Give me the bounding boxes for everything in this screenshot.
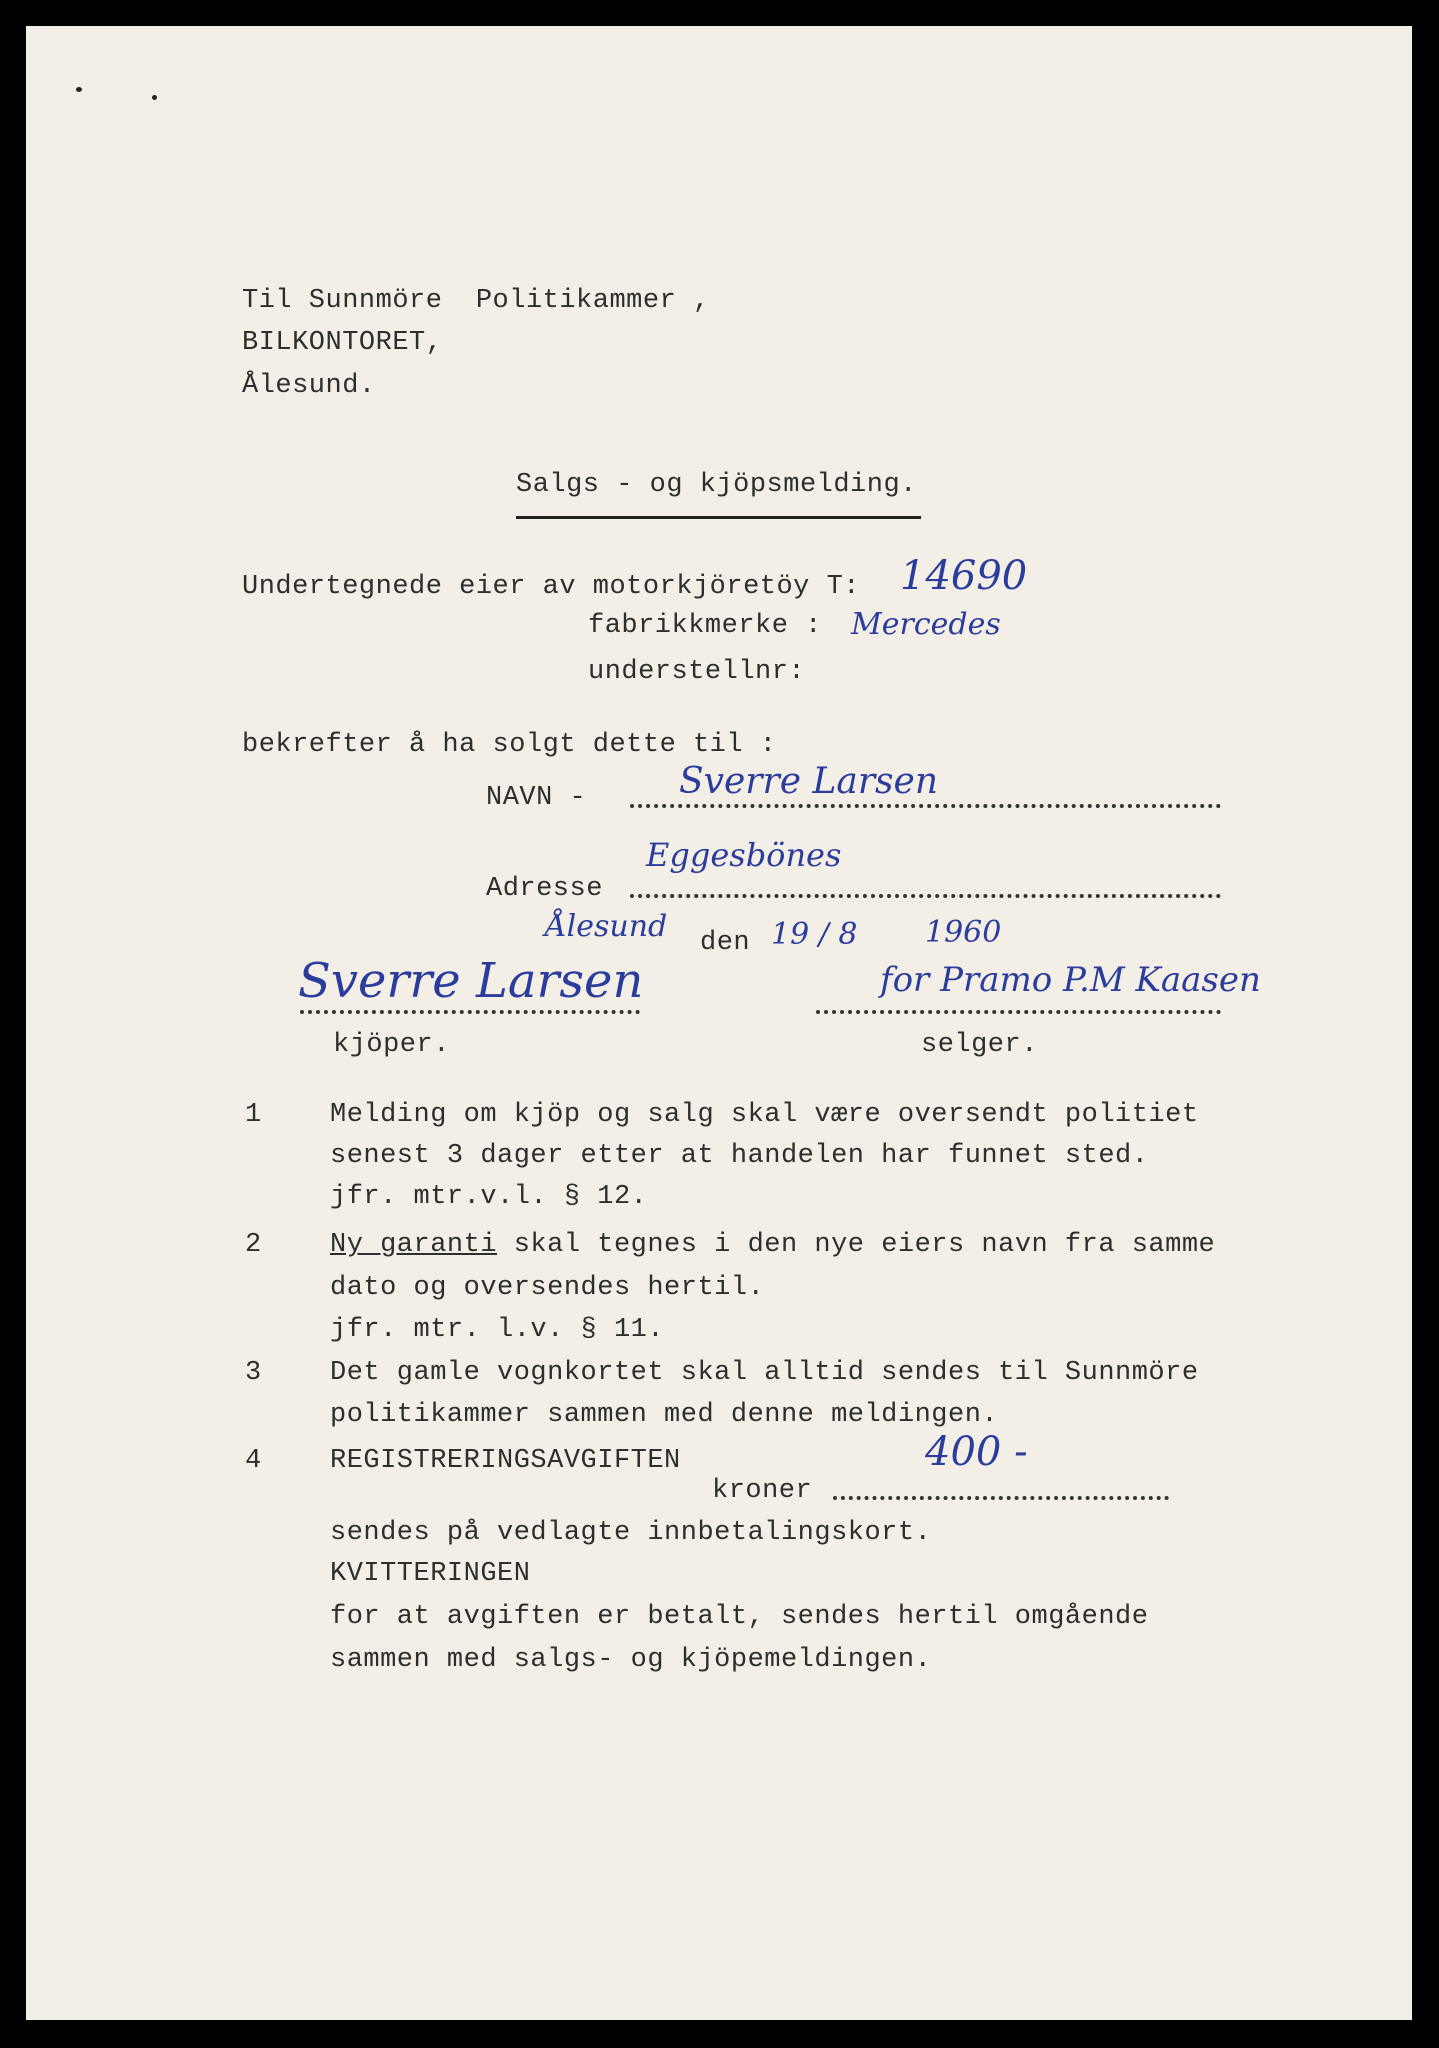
buyer-name: Sverre Larsen <box>679 761 939 802</box>
item-1-line-3: jfr. mtr.v.l. § 12. <box>330 1182 648 1212</box>
item-3-line-1: Det gamle vognkortet skal alltid sendes til Sunnmöre <box>330 1358 1199 1388</box>
ink-speck <box>152 95 157 100</box>
address-line-1: Til Sunnmöre Politikammer , <box>242 286 710 316</box>
seller-signature-line <box>816 1010 1221 1014</box>
den-label: den <box>700 928 751 958</box>
item-number: 1 <box>245 1100 262 1130</box>
item-2-line-3: jfr. mtr. l.v. § 11. <box>330 1315 665 1345</box>
seller-label: selger. <box>921 1030 1038 1060</box>
buyer-signature: Sverre Larsen <box>298 953 644 1009</box>
closing-line-4: sammen med salgs- og kjöpemeldingen. <box>330 1645 932 1675</box>
buyer-label: kjöper. <box>333 1030 450 1060</box>
document-title: Salgs - og kjöpsmelding. <box>516 470 917 500</box>
closing-line-2: KVITTERINGEN <box>330 1559 531 1589</box>
kroner-dotted-line <box>833 1496 1169 1500</box>
date-year: 1960 <box>925 915 1002 950</box>
name-dotted-line <box>630 804 1221 808</box>
kroner-label: kroner <box>712 1476 813 1506</box>
item-2-line-1-rest: skal tegnes i den nye eiers navn fra samme <box>497 1230 1216 1260</box>
seller-signature: for Pramo P.M Kaasen <box>880 960 1261 1000</box>
item-2-line-2: dato og oversendes hertil. <box>330 1273 765 1303</box>
item-1-line-1: Melding om kjöp og salg skal være oversendt politiet <box>330 1100 1199 1130</box>
document-page <box>26 26 1412 2020</box>
title-underline <box>516 516 921 519</box>
address-line-3: Ålesund. <box>242 371 376 401</box>
date-place: Ålesund <box>545 909 668 944</box>
ink-speck <box>76 87 82 92</box>
buyer-signature-line <box>300 1010 640 1014</box>
address-line-2: BILKONTORET, <box>242 328 443 358</box>
item-2-line-1 <box>330 1230 1215 1260</box>
buyer-address: Eggesbönes <box>646 836 842 874</box>
item-number: 4 <box>245 1446 262 1476</box>
make-value: Mercedes <box>851 607 1001 642</box>
item-number: 2 <box>245 1230 262 1260</box>
address-dotted-line <box>630 894 1221 898</box>
make-label: fabrikkmerke : <box>588 611 822 641</box>
closing-line-3: for at avgiften er betalt, sendes hertil omgående <box>330 1602 1149 1632</box>
owner-label: Undertegnede eier av motorkjöretöy T: <box>242 572 860 602</box>
date-day-month: 19 / 8 <box>771 917 858 952</box>
buyer-name-label: NAVN - <box>486 783 587 813</box>
chassis-label: understellnr: <box>588 657 806 687</box>
item-4-line-1: REGISTRERINGSAVGIFTEN <box>330 1446 681 1476</box>
sold-to-label: bekrefter å ha solgt dette til : <box>242 730 777 760</box>
fee-amount: 400 - <box>925 1429 1028 1475</box>
underlined-guarantee: Ny garanti <box>330 1230 498 1260</box>
buyer-address-label: Adresse <box>486 874 603 904</box>
item-number: 3 <box>245 1358 262 1388</box>
item-3-line-2: politikammer sammen med denne meldingen. <box>330 1400 999 1430</box>
item-1-line-2: senest 3 dager etter at handelen har funnet sted. <box>330 1141 1149 1171</box>
closing-line-1: sendes på vedlagte innbetalingskort. <box>330 1518 932 1548</box>
reg-number: 14690 <box>900 553 1028 599</box>
